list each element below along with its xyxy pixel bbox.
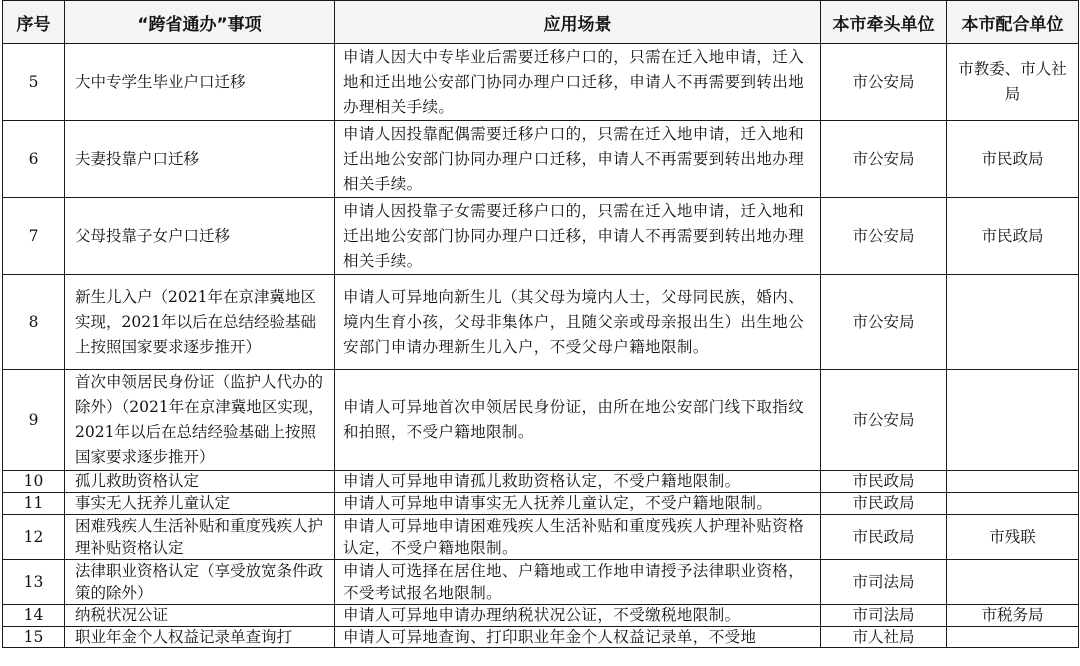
row-assist-unit [947,370,1079,471]
row-assist-unit: 市残联 [947,515,1079,560]
row-lead-unit: 市公安局 [821,198,947,275]
table-row [3,515,1079,560]
table-header-row [3,1,1079,44]
row-assist-unit [947,275,1079,370]
row-item: 首次申领居民身份证（监护人代办的除外）（2021年在京津冀地区实现，2021年以后在总结经验基础上按照国家要求逐步推开） [65,370,335,471]
header-item: “跨省通办”事项 [65,1,335,44]
row-assist-unit: 市民政局 [947,198,1079,275]
row-item: 困难残疾人生活补贴和重度残疾人护理补贴资格认定 [65,515,335,560]
row-scene: 申请人因投靠子女需要迁移户口的，只需在迁入地申请，迁入地和迁出地公安部门协同办理户口迁移，申请人不再需要到转出地办理相关手续。 [335,198,821,275]
row-scene: 申请人可异地查询、打印职业年金个人权益记录单，不受地 [335,627,821,648]
row-assist-unit: 市民政局 [947,121,1079,198]
row-scene: 申请人可异地首次申领居民身份证，由所在地公安部门线下取指纹和拍照，不受户籍地限制。 [335,370,821,471]
row-lead-unit: 市公安局 [821,370,947,471]
table-row [3,560,1079,605]
row-lead-unit: 市人社局 [821,627,947,648]
row-item: 大中专学生毕业户口迁移 [65,44,335,121]
row-scene: 申请人可异地申请办理纳税状况公证，不受缴税地限制。 [335,605,821,627]
table-row [3,605,1079,627]
row-assist-unit [947,627,1079,648]
row-no: 13 [3,560,65,605]
row-no: 11 [3,493,65,515]
row-lead-unit: 市司法局 [821,605,947,627]
row-scene: 申请人可异地申请孤儿救助资格认定，不受户籍地限制。 [335,471,821,493]
row-lead-unit: 市民政局 [821,471,947,493]
row-no: 7 [3,198,65,275]
row-item: 纳税状况公证 [65,605,335,627]
row-assist-unit [947,560,1079,605]
row-item: 事实无人抚养儿童认定 [65,493,335,515]
row-lead-unit: 市民政局 [821,493,947,515]
row-scene: 申请人可异地申请困难残疾人生活补贴和重度残疾人护理补贴资格认定，不受户籍地限制。 [335,515,821,560]
header-lead-unit: 本市牵头单位 [821,1,947,44]
row-no: 5 [3,44,65,121]
row-lead-unit: 市公安局 [821,44,947,121]
row-item: 孤儿救助资格认定 [65,471,335,493]
header-scene: 应用场景 [335,1,821,44]
row-lead-unit: 市公安局 [821,275,947,370]
row-item: 法律职业资格认定（享受放宽条件政策的除外） [65,560,335,605]
row-assist-unit [947,493,1079,515]
row-no: 14 [3,605,65,627]
row-assist-unit [947,471,1079,493]
table-row [3,44,1079,121]
row-item: 夫妻投靠户口迁移 [65,121,335,198]
table-row [3,471,1079,493]
row-scene: 申请人可异地向新生儿（其父母为境内人士，父母同民族，婚内、境内生育小孩，父母非集体户，且随父亲或母亲报出生）出生地公安部门申请办理新生儿入户，不受父母户籍地限制。 [335,275,821,370]
row-no: 9 [3,370,65,471]
row-scene: 申请人因大中专毕业后需要迁移户口的，只需在迁入地申请，迁入地和迁出地公安部门协同办理户口迁移，申请人不再需要到转出地办理相关手续。 [335,44,821,121]
row-no: 6 [3,121,65,198]
row-lead-unit: 市民政局 [821,515,947,560]
row-item: 父母投靠子女户口迁移 [65,198,335,275]
header-assist-unit: 本市配合单位 [947,1,1079,44]
row-scene: 申请人因投靠配偶需要迁移户口的，只需在迁入地申请，迁入地和迁出地公安部门协同办理户口迁移，申请人不再需要到转出地办理相关手续。 [335,121,821,198]
row-scene: 申请人可选择在居住地、户籍地或工作地申请授予法律职业资格，不受考试报名地限制。 [335,560,821,605]
row-no: 12 [3,515,65,560]
row-assist-unit: 市教委、市人社局 [947,44,1079,121]
table-row [3,370,1079,471]
row-lead-unit: 市司法局 [821,560,947,605]
row-assist-unit: 市税务局 [947,605,1079,627]
row-item: 新生儿入户（2021年在京津冀地区实现，2021年以后在总结经验基础上按照国家要求逐步推开） [65,275,335,370]
row-lead-unit: 市公安局 [821,121,947,198]
row-no: 15 [3,627,65,648]
matters-table [2,0,1079,648]
row-scene: 申请人可异地申请事实无人抚养儿童认定，不受户籍地限制。 [335,493,821,515]
row-item: 职业年金个人权益记录单查询打 [65,627,335,648]
table-row [3,275,1079,370]
row-no: 8 [3,275,65,370]
header-no: 序号 [3,1,65,44]
table-row [3,627,1079,648]
table-row [3,121,1079,198]
table-row [3,493,1079,515]
table-row [3,198,1079,275]
row-no: 10 [3,471,65,493]
